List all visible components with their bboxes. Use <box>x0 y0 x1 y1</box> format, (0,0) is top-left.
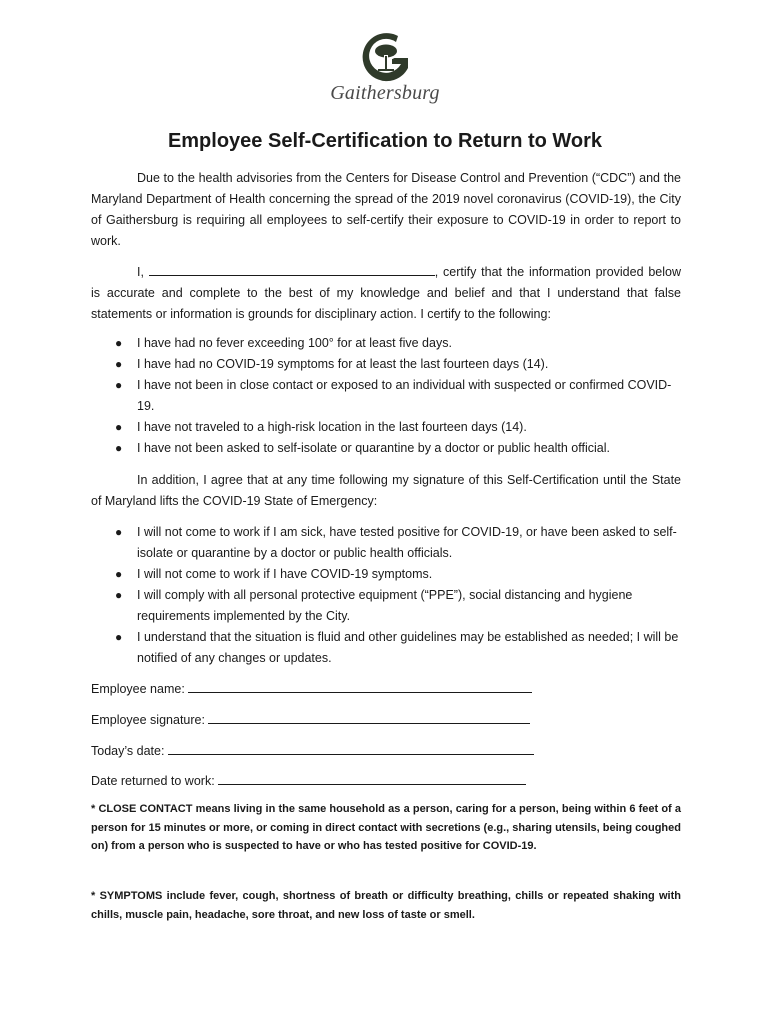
list-item: ● I have not been asked to self-isolate or quarantine by a doctor or public health official. <box>115 441 610 455</box>
date-returned-label: Date returned to work: <box>91 774 215 788</box>
certify-name-blank[interactable] <box>149 263 435 276</box>
close-contact-note: * CLOSE CONTACT means living in the same household as a person, caring for a person, being within 6 feet of a person for 15 minutes or more, or coming in direct contact with secretions (e.g., sharing utensils, being coughed on) from a person who is suspected to have or who has tested positive for COVID-19. <box>91 803 681 852</box>
list-item: ● I understand that the situation is fluid and other guidelines may be established as needed; I will be notified of any changes or updates. <box>115 630 679 665</box>
certify-prefix: I, <box>137 265 144 279</box>
employee-name-input[interactable] <box>188 678 532 693</box>
list-item: ● I have had no COVID-19 symptoms for at least the last fourteen days (14). <box>115 357 549 371</box>
date-returned-input[interactable] <box>218 770 526 785</box>
date-returned-field <box>91 770 526 791</box>
logo-wordmark: Gaithersburg <box>330 82 440 104</box>
employee-signature-input[interactable] <box>208 709 530 724</box>
certify-suffix: , certify that the information provided below is accurate and complete to the best of my knowledge and belief and that I understand that false statements or information is grounds for disciplinary action. I certify to the following: <box>91 265 681 321</box>
employee-signature-label: Employee signature: <box>91 713 205 727</box>
employee-signature-field <box>91 709 530 730</box>
symptoms-note: * SYMPTOMS include fever, cough, shortness of breath or difficulty breathing, chills or repeated shaking with chills, muscle pain, headache, sore throat, and new loss of taste or smell. <box>91 890 681 921</box>
list-item: ● I have not traveled to a high-risk location in the last fourteen days (14). <box>115 420 527 434</box>
employee-name-label: Employee name: <box>91 682 185 696</box>
todays-date-input[interactable] <box>168 740 534 755</box>
document-title: Employee Self-Certification to Return to Work <box>167 130 603 152</box>
list-item: ● I have had no fever exceeding 100° for at least five days. <box>115 336 452 350</box>
addition-paragraph: In addition, I agree that at any time following my signature of this Self-Certification until the State of Maryland lifts the COVID-19 State of Emergency: <box>91 473 681 508</box>
list-item: ● I have not been in close contact or exposed to an individual with suspected or confirmed COVID-19. <box>115 378 672 413</box>
certify-paragraph <box>91 262 681 325</box>
todays-date-label: Today’s date: <box>91 744 165 758</box>
list-item: ● I will not come to work if I am sick, have tested positive for COVID-19, or have been asked to self-isolate or quarantine by a doctor or public health officials. <box>115 525 677 560</box>
tree-g-logo-icon <box>358 28 414 84</box>
certify-list <box>91 333 681 459</box>
list-item: ● I will not come to work if I have COVID-19 symptoms. <box>115 567 433 581</box>
list-item: ● I will comply with all personal protective equipment (“PPE”), social distancing and hygiene requirements implemented by the City. <box>115 588 633 623</box>
employee-name-field <box>91 678 532 699</box>
agreement-list <box>91 522 681 669</box>
intro-paragraph: Due to the health advisories from the Centers for Disease Control and Prevention (“CDC”) and the Maryland Department of Health concerning the spread of the 2019 novel coronavirus (COVID-19), the City of Gaithersburg is requiring all employees to self-certify their exposure to COVID-19 in order to report to work. <box>91 171 681 248</box>
todays-date-field <box>91 740 534 761</box>
